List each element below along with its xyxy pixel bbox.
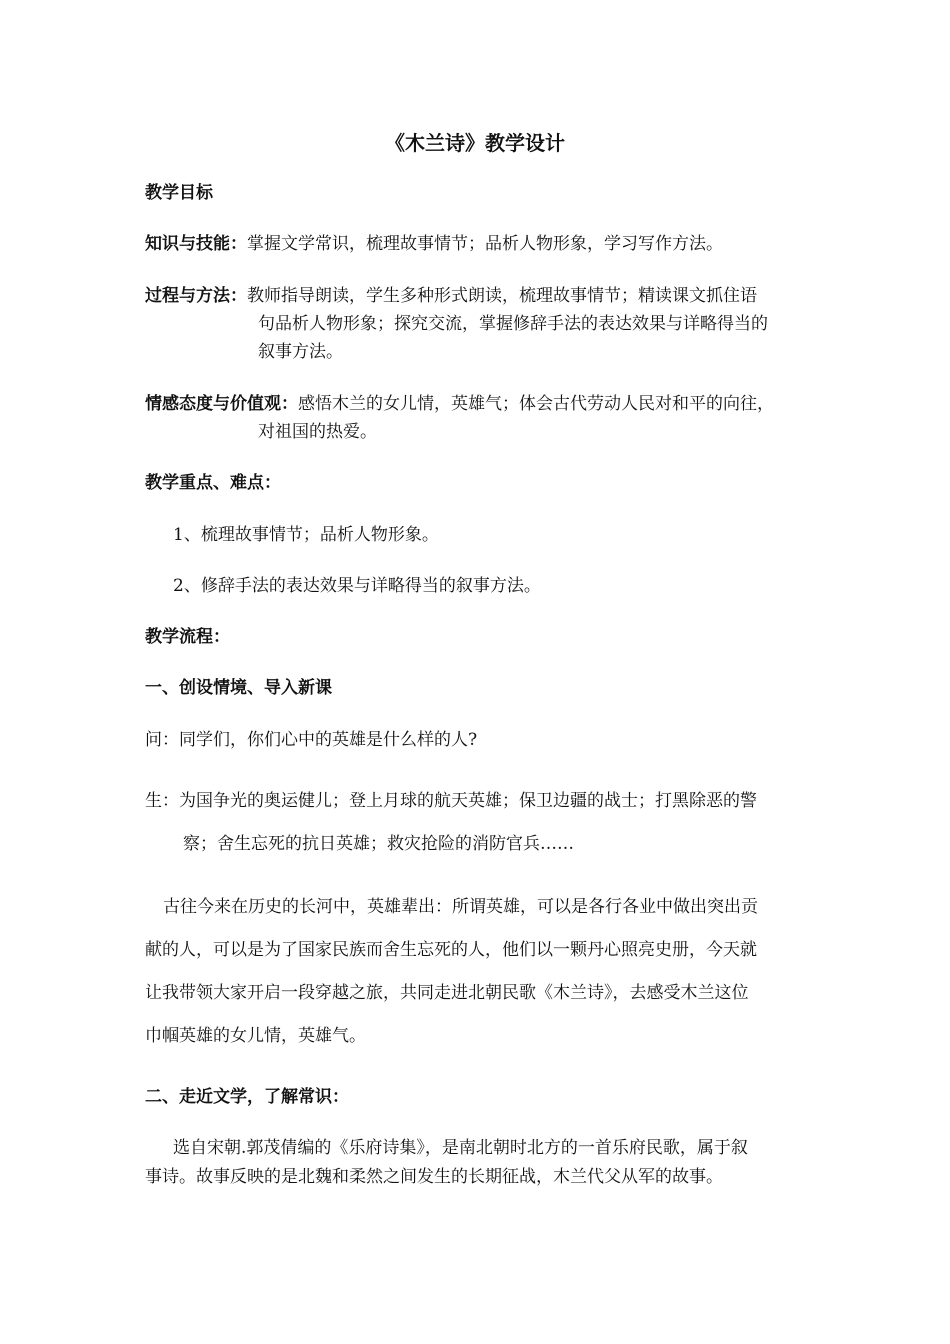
key-points-heading: 教学重点、难点： [145, 473, 281, 493]
document-title: 《木兰诗》教学设计 [385, 131, 565, 155]
goal-knowledge-text: 掌握文学常识，梳理故事情节；品析人物形象，学习写作方法。 [247, 234, 723, 254]
goal-knowledge [145, 232, 723, 256]
section2-paragraph-2: 事诗。故事反映的是北魏和柔然之间发生的长期征战，木兰代父从军的故事。 [145, 1167, 723, 1187]
section1-question: 问：同学们，你们心中的英雄是什么样的人? [145, 730, 478, 750]
section1-heading: 一、创设情境、导入新课 [145, 678, 332, 698]
goal-process-text-2: 句品析人物形象；探究交流，掌握修辞手法的表达效果与详略得当的 [258, 314, 768, 334]
goal-emotion [145, 392, 774, 416]
section1-paragraph-3: 让我带领大家开启一段穿越之旅，共同走进北朝民歌《木兰诗》，去感受木兰这位 [145, 983, 749, 1003]
section2-paragraph-1: 选自宋朝.郭茂倩编的《乐府诗集》，是南北朝时北方的一首乐府民歌，属于叙 [173, 1138, 748, 1158]
section1-answer-2: 察；舍生忘死的抗日英雄；救灾抢险的消防官兵…… [183, 834, 574, 854]
goal-process-label: 过程与方法： [145, 286, 247, 306]
key-point-item-1: 1、梳理故事情节；品析人物形象。 [173, 525, 439, 545]
goal-process [145, 284, 757, 308]
goal-process-text-3: 叙事方法。 [258, 342, 343, 362]
goal-emotion-text-1: 感悟木兰的女儿情，英雄气；体会古代劳动人民对和平的向往， [298, 394, 774, 414]
goal-emotion-text-2: 对祖国的热爱。 [258, 422, 377, 442]
flow-heading: 教学流程： [145, 627, 230, 647]
section1-paragraph-2: 献的人，可以是为了国家民族而舍生忘死的人，他们以一颗丹心照亮史册，今天就 [145, 940, 757, 960]
goals-heading: 教学目标 [145, 183, 213, 203]
section1-paragraph-4: 巾帼英雄的女儿情，英雄气。 [145, 1026, 366, 1046]
section1-answer-1: 生：为国争光的奥运健儿；登上月球的航天英雄；保卫边疆的战士；打黑除恶的警 [145, 791, 757, 811]
section2-heading: 二、走近文学，了解常识： [145, 1087, 349, 1107]
key-point-item-2: 2、修辞手法的表达效果与详略得当的叙事方法。 [173, 576, 541, 596]
section1-paragraph-1: 古往今来在历史的长河中，英雄辈出：所谓英雄，可以是各行各业中做出突出贡 [163, 897, 758, 917]
goal-process-text-1: 教师指导朗读，学生多种形式朗读，梳理故事情节；精读课文抓住语 [247, 286, 757, 306]
goal-knowledge-label: 知识与技能： [145, 234, 247, 254]
goal-emotion-label: 情感态度与价值观： [145, 394, 298, 414]
